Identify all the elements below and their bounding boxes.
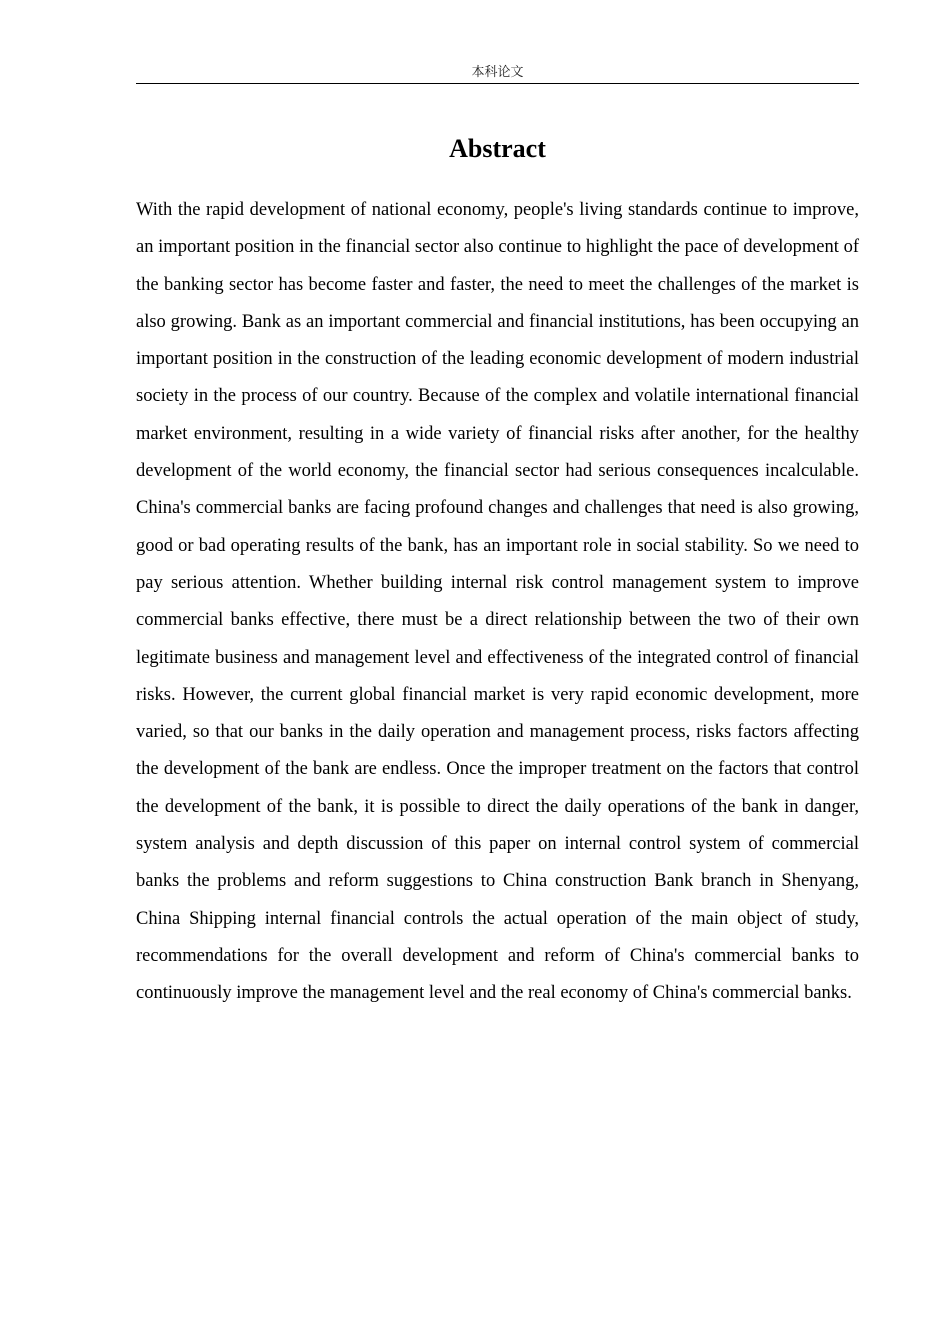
running-header: 本科论文 [471,65,524,80]
abstract-heading: Abstract [449,134,546,163]
abstract-paragraph: With the rapid development of national economy, people's living standards continue to improve, an important position in the financial sector also continue to highlight the pace of development of the banking sector has become faster and faster, the need to meet the challenges of the market is also growing. Bank as an important commercial and financial institutions, has been occupying an important position in the construction of the leading economic development of modern industrial society in the process of our country. Because of the complex and volatile international financial market environment, resulting in a wide variety of financial risks after another, for the healthy development of the world economy, the financial sector had serious consequences incalculable. China's commercial banks are facing profound changes and challenges that need is also growing, good or bad operating results of the bank, has an important role in social stability. So we need to pay serious attention. Whether building internal risk control management system to improve commercial banks effective, there must be a direct relationship between the two of their own legitimate business and management level and effectiveness of the integrated control of financial risks. However, the current global financial market is very rapid economic development, more varied, so that our banks in the daily operation and management process, risks factors affecting the development of the bank are endless. Once the improper treatment on the factors that control the development of the bank, it is possible to direct the daily operations of the bank in danger, system analysis and depth discussion of this paper on internal control system of commercial banks the problems and reform suggestions to China construction Bank branch in Shenyang, China Shipping internal financial controls the actual operation of the main object of study, recommendations for the overall development and reform of China's commercial banks to continuously improve the management level and the real economy of China's commercial banks. [136,200,859,1004]
header-divider [136,83,859,84]
